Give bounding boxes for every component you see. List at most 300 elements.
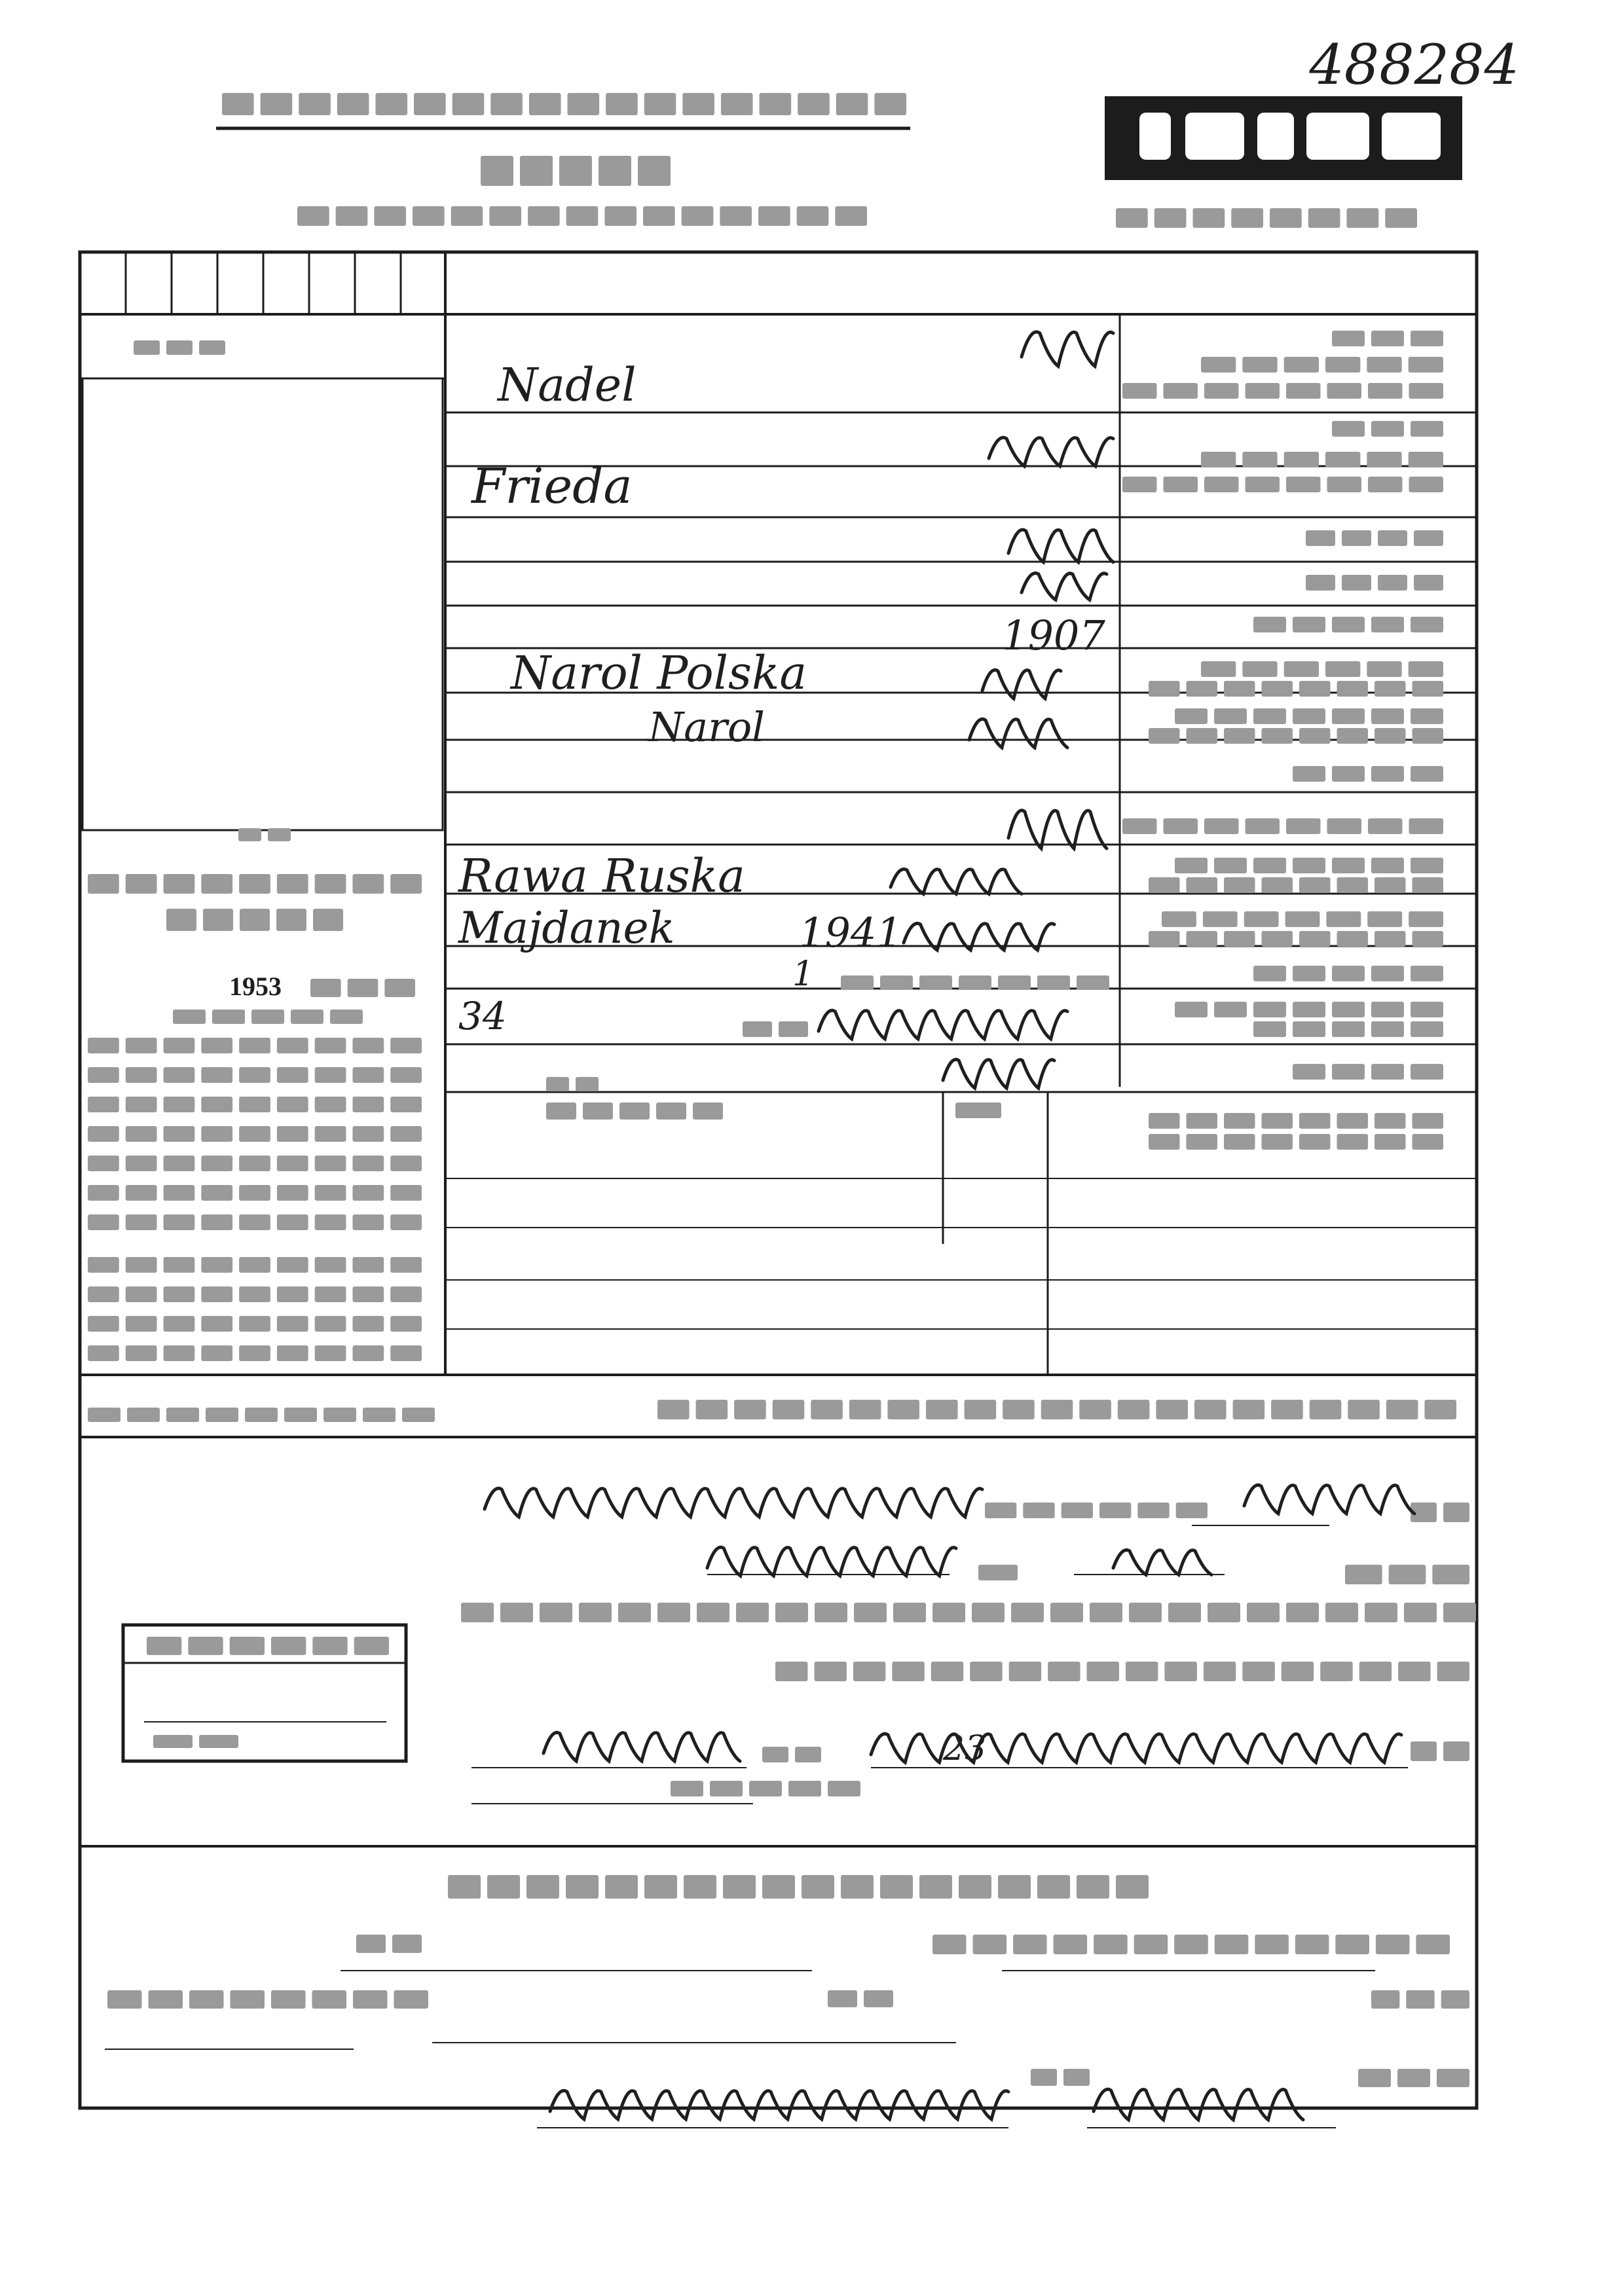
label-bottom-title [1037, 1875, 1070, 1899]
label-bottom-title [1116, 1875, 1149, 1899]
signed-date: 23 [943, 1729, 987, 1768]
label-law-text-3 [390, 1126, 422, 1142]
label-note [887, 1400, 919, 1419]
hebrew-relative-of-stroke [707, 1547, 956, 1576]
label-law-text-b2 [201, 1316, 232, 1332]
spouse-age: 34 [458, 994, 507, 1038]
label-children-count [1077, 975, 1109, 990]
label-declaration-1 [1208, 1603, 1240, 1622]
label-law-text-b2 [126, 1316, 157, 1332]
header-authority-label [644, 93, 676, 115]
label-father [1342, 530, 1371, 546]
label-age-2 [546, 1077, 569, 1091]
label-law-text-6 [164, 1214, 195, 1230]
label-declaration-2 [1204, 1662, 1236, 1681]
label-first-name-sub [1409, 477, 1444, 492]
label-prewar-status [1368, 818, 1403, 834]
birth-year: 1907 [1002, 611, 1105, 659]
label-bottom-camp-2 [1371, 1990, 1399, 2009]
label-law-text-3 [126, 1126, 157, 1142]
hebrew-signature-stroke [544, 1732, 740, 1761]
label-husband [1293, 1064, 1325, 1080]
label-father [1306, 530, 1335, 546]
label-wartime-places-sub [1412, 877, 1444, 893]
label-children-sub [1224, 1134, 1255, 1150]
label-yad-vashem [313, 909, 343, 931]
label-law-text-2 [239, 1097, 270, 1112]
label-law-text-1 [352, 1067, 384, 1083]
label-law-clause [330, 1010, 363, 1024]
label-family-name [1325, 357, 1360, 373]
label-declaration-2 [892, 1662, 924, 1681]
label-mother [1342, 575, 1371, 591]
label-bottom-title [526, 1875, 559, 1899]
label-law-text-0 [88, 1038, 119, 1053]
label-law-text-b0 [164, 1257, 195, 1273]
label-family-name-sub [1286, 383, 1321, 399]
label-wartime-places-sub [1375, 877, 1406, 893]
label-children-sub [1187, 1134, 1218, 1150]
label-declaration-1 [657, 1603, 690, 1622]
first-name-latin: Frieda [471, 458, 633, 515]
label-wartime-places [1332, 858, 1365, 873]
label-law-text-3 [315, 1126, 346, 1142]
label-bottom-camp [1376, 1935, 1410, 1954]
header-subtitle-label [413, 206, 445, 226]
label-first-name-sub [1368, 477, 1403, 492]
label-declaration-2 [853, 1662, 885, 1681]
label-law-text-b3 [315, 1345, 346, 1361]
label-age [743, 1021, 772, 1037]
label-law-text-0 [315, 1038, 346, 1053]
label-law-text-0 [239, 1038, 270, 1053]
label-spouse-sub [1371, 1021, 1404, 1037]
label-bottom-ready [149, 1990, 183, 2009]
label-death-place-sub [1224, 931, 1255, 947]
label-law-text-6 [315, 1214, 346, 1230]
label-children-count [841, 975, 874, 990]
label-bottom-ready [107, 1990, 142, 2009]
label-note [1118, 1400, 1150, 1419]
label-father [1414, 530, 1443, 546]
label-law-title [315, 874, 346, 894]
label-law-reference [363, 1408, 396, 1422]
label-family-name-sub [1327, 383, 1362, 399]
label-citizenship [354, 1637, 389, 1655]
header-authority-label [222, 93, 254, 115]
label-wartime-places [1214, 858, 1247, 873]
label-law-title [164, 874, 195, 894]
label-declaration-2 [1359, 1662, 1392, 1681]
label-first-name-sub [1204, 477, 1239, 492]
label-birthplace-sub [1187, 681, 1218, 697]
label-bottom-camp-3 [828, 1990, 857, 2007]
label-note [1003, 1400, 1035, 1419]
header-authority-label [414, 93, 446, 115]
label-law-text-0 [277, 1038, 308, 1053]
header-address-label [1193, 208, 1225, 228]
label-bottom-camp [1174, 1935, 1208, 1954]
label-note [1310, 1400, 1342, 1419]
label-law-text-6 [390, 1214, 422, 1230]
label-occupation [1332, 766, 1365, 782]
label-law-text-b0 [352, 1257, 384, 1273]
label-first-name-sub [1246, 477, 1280, 492]
label-note [696, 1400, 728, 1419]
label-declaration-1 [1168, 1603, 1201, 1622]
label-bottom-title [644, 1875, 677, 1899]
label-law-text-2 [88, 1097, 119, 1112]
label-declaration-1 [893, 1603, 926, 1622]
label-bottom-ready [394, 1990, 429, 2009]
label-mother [1306, 575, 1335, 591]
label-hebrew-2 [1371, 421, 1404, 437]
label-children [1337, 1113, 1369, 1129]
label-officer-signature [710, 1781, 743, 1796]
label-law-text-b0 [126, 1257, 157, 1273]
header-authority-label [682, 93, 714, 115]
label-law-text-b1 [164, 1286, 195, 1302]
label-residence-sub [1262, 728, 1293, 744]
label-declaration-1 [1325, 1603, 1358, 1622]
label-declaration-1 [461, 1603, 494, 1622]
label-law-reference [206, 1408, 238, 1422]
label-law-text-b2 [315, 1316, 346, 1332]
label-law-text-b3 [239, 1345, 270, 1361]
hebrew-mother-stroke [1022, 573, 1107, 600]
label-law-text-b3 [88, 1345, 119, 1361]
label-law-text-4 [239, 1156, 270, 1171]
label-spouse [1332, 1002, 1365, 1017]
label-officer-signature [828, 1781, 860, 1796]
label-children-place [619, 1102, 650, 1120]
label-spouse-sub [1293, 1021, 1325, 1037]
label-family-name-sub [1204, 383, 1239, 399]
children-count: 1 [792, 955, 815, 994]
label-first-name [1242, 452, 1277, 467]
label-law-title [201, 874, 232, 894]
label-law-text-b1 [88, 1286, 119, 1302]
label-birthplace [1242, 661, 1277, 677]
label-bottom-title [1077, 1875, 1109, 1899]
header-address-label [1231, 208, 1263, 228]
label-law-text-4 [390, 1156, 422, 1171]
label-bottom-camp [1054, 1935, 1088, 1954]
label-citizenship [147, 1637, 181, 1655]
label-declaration-1 [1404, 1603, 1437, 1622]
label-law-text-b3 [352, 1345, 384, 1361]
header-subtitle-label [566, 206, 599, 226]
header-address-label [1347, 208, 1379, 228]
label-law-text-4 [201, 1156, 232, 1171]
label-declaration-1 [932, 1603, 965, 1622]
header-title-label [638, 156, 671, 186]
label-birthplace-sub [1337, 681, 1369, 697]
label-law-text-b1 [390, 1286, 422, 1302]
hebrew-witness-address-stroke [485, 1488, 982, 1517]
label-death-place [1203, 911, 1238, 927]
label-birth-date [1332, 617, 1365, 632]
label-bottom-title [487, 1875, 520, 1899]
label-note [1271, 1400, 1303, 1419]
label-death-place-sub [1187, 931, 1218, 947]
label-residence-sub [1337, 728, 1369, 744]
label-declaration-1 [1365, 1603, 1397, 1622]
label-bottom-ghetto [392, 1935, 422, 1953]
hebrew-wartime-stroke [891, 869, 1022, 894]
label-birthplace-sub [1299, 681, 1331, 697]
label-bottom-title [919, 1875, 952, 1899]
label-declaration-2 [1398, 1662, 1430, 1681]
label-death-place-sub [1149, 931, 1180, 947]
hebrew-husband-stroke [943, 1059, 1054, 1088]
label-law-text-4 [352, 1156, 384, 1171]
label-law-text-3 [88, 1126, 119, 1142]
label-spouse [1411, 1002, 1443, 1017]
label-approval-number [166, 340, 193, 355]
label-death-place [1162, 911, 1196, 927]
label-bottom-camp [973, 1935, 1007, 1954]
label-wartime-places [1371, 858, 1404, 873]
header-authority-label [299, 93, 331, 115]
label-law-text-2 [390, 1097, 422, 1112]
label-residence-sub [1224, 728, 1255, 744]
label-bottom-title [448, 1875, 481, 1899]
label-family-status [1411, 966, 1443, 981]
label-children-place [583, 1102, 613, 1120]
header-authority-label [337, 93, 369, 115]
label-prewar-status [1246, 818, 1280, 834]
label-occupation [1371, 766, 1404, 782]
label-prewar-status [1409, 818, 1444, 834]
label-residence [1293, 708, 1325, 724]
label-declaration-1 [1286, 1603, 1319, 1622]
label-residence [1332, 708, 1365, 724]
label-declaration-1 [736, 1603, 769, 1622]
label-relation [1389, 1565, 1426, 1584]
label-death-place [1409, 911, 1443, 927]
header-authority-label [568, 93, 600, 115]
label-residence-sub [1187, 728, 1218, 744]
label-residence-sub [1299, 728, 1331, 744]
label-spouse-sub [1411, 1021, 1443, 1037]
label-declaration-1 [854, 1603, 887, 1622]
label-law-text-0 [390, 1038, 422, 1053]
label-residence-sub [1412, 728, 1444, 744]
label-declaration-2 [1437, 1662, 1469, 1681]
label-law-text-2 [277, 1097, 308, 1112]
label-bottom-title [566, 1875, 599, 1899]
label-declarant-address [1176, 1503, 1208, 1518]
label-law-text-0 [164, 1038, 195, 1053]
label-residence [1371, 708, 1404, 724]
label-bottom-camp [1255, 1935, 1289, 1954]
header-subtitle-label [451, 206, 483, 226]
label-children [1224, 1113, 1255, 1129]
label-birthplace [1284, 661, 1319, 677]
label-note [1386, 1400, 1418, 1419]
label-wartime-places-sub [1262, 877, 1293, 893]
label-declaration-2 [1282, 1662, 1314, 1681]
label-declaration-1 [500, 1603, 533, 1622]
label-law-text-1 [315, 1067, 346, 1083]
label-residence-sub [1375, 728, 1406, 744]
header-title-label [559, 156, 592, 186]
label-law-text-3 [352, 1126, 384, 1142]
label-note [1348, 1400, 1380, 1419]
label-mother [1414, 575, 1443, 591]
label-family-status [1332, 966, 1365, 981]
label-yad-vashem [203, 909, 233, 931]
label-birth-date [1253, 617, 1286, 632]
label-note [965, 1400, 997, 1419]
birthplace-latin: Narol Polska [511, 646, 807, 700]
hebrew-occupation-stroke [1008, 811, 1107, 848]
label-law-text-5 [390, 1185, 422, 1201]
label-law-text-b0 [390, 1257, 422, 1273]
label-law-text-b1 [315, 1286, 346, 1302]
label-wartime-places-sub [1149, 877, 1180, 893]
label-family-name [1409, 357, 1443, 373]
label-citizenship [271, 1637, 306, 1655]
label-law-text-b3 [126, 1345, 157, 1361]
hebrew-witness-name-stroke [1244, 1485, 1414, 1514]
label-age [779, 1021, 808, 1037]
label-prewar-status [1164, 818, 1198, 834]
label-wartime-places [1293, 858, 1325, 873]
label-citizenship-number [199, 1735, 238, 1748]
label-residence [1214, 708, 1247, 724]
label-family-name [1242, 357, 1277, 373]
header-subtitle-label [682, 206, 714, 226]
label-law-text-2 [126, 1097, 157, 1112]
label-family-status [1293, 966, 1325, 981]
label-law-text-b2 [88, 1316, 119, 1332]
label-children-place [656, 1102, 686, 1120]
label-law-text-4 [277, 1156, 308, 1171]
label-children-sub [1337, 1134, 1369, 1150]
label-hebrew-2 [1332, 421, 1365, 437]
label-bottom-title [802, 1875, 834, 1899]
label-law-reference [402, 1408, 435, 1422]
label-bottom-ghetto [356, 1935, 386, 1953]
label-signature [762, 1747, 788, 1762]
death-year: 1941 [799, 909, 902, 957]
header-title-label [599, 156, 631, 186]
label-children [1299, 1113, 1331, 1129]
header-subtitle-label [604, 206, 637, 226]
label-law-text-b1 [277, 1286, 308, 1302]
hebrew-residence-stroke [969, 719, 1067, 748]
header-authority-label [798, 93, 830, 115]
header-subtitle-label [720, 206, 752, 226]
label-children-place [546, 1102, 576, 1120]
label-yad-vashem [240, 909, 270, 931]
label-bottom-title [762, 1875, 795, 1899]
label-death-place [1244, 911, 1279, 927]
label-birthplace-sub [1375, 681, 1406, 697]
label-law-text-5 [126, 1185, 157, 1201]
label-note [811, 1400, 843, 1419]
label-law-text-b2 [164, 1316, 195, 1332]
header-address-label [1385, 208, 1417, 228]
label-children-age [955, 1102, 1001, 1118]
label-spouse [1371, 1002, 1404, 1017]
label-residence [1411, 708, 1443, 724]
label-declaration-2 [814, 1662, 846, 1681]
label-note [1424, 1400, 1456, 1419]
label-wartime-places-sub [1224, 877, 1255, 893]
label-family-status [1253, 966, 1286, 981]
label-children-count [1037, 975, 1070, 990]
label-children [1375, 1113, 1406, 1129]
label-bottom-camp [1094, 1935, 1128, 1954]
label-law-text-b3 [277, 1345, 308, 1361]
hebrew-family-name-stroke [1022, 332, 1113, 366]
label-spouse [1253, 1002, 1286, 1017]
label-birthplace-sub [1412, 681, 1444, 697]
label-law-reference [284, 1408, 317, 1422]
label-law-text-b0 [277, 1257, 308, 1273]
label-death-place-sub [1412, 931, 1444, 947]
family-name-latin: Nadel [498, 358, 637, 412]
label-declaration-1 [1129, 1603, 1162, 1622]
header-authority-label [375, 93, 407, 115]
header-authority-label [836, 93, 868, 115]
label-first-name [1201, 452, 1236, 467]
label-bottom-ready [312, 1990, 347, 2009]
label-death-place-sub [1262, 931, 1293, 947]
outer-border [80, 252, 1477, 2108]
header-title-label [520, 156, 553, 186]
label-law-text-b0 [315, 1257, 346, 1273]
label-birthplace [1325, 661, 1360, 677]
label-place-date [1411, 1741, 1437, 1761]
hebrew-birthplace-stroke [982, 670, 1061, 699]
hebrew-relation-stroke [1113, 1550, 1211, 1575]
label-law-text-b2 [352, 1316, 384, 1332]
label-father [1378, 530, 1407, 546]
label-law-clause [212, 1010, 245, 1024]
label-residence [1253, 708, 1286, 724]
label-law-text-5 [315, 1185, 346, 1201]
label-law-reference [323, 1408, 356, 1422]
label-bottom-camp [1013, 1935, 1047, 1954]
header-address-label [1308, 208, 1340, 228]
label-law-title [126, 874, 157, 894]
label-birthplace-sub [1262, 681, 1293, 697]
residence-latin: Narol [648, 703, 766, 751]
label-citizenship [188, 1637, 223, 1655]
label-law-text-6 [239, 1214, 270, 1230]
handwriting-strokes [485, 332, 1414, 2120]
label-declaration-1 [540, 1603, 572, 1622]
label-law-text-b0 [88, 1257, 119, 1273]
label-citizenship [230, 1637, 265, 1655]
label-law-text-b1 [239, 1286, 270, 1302]
label-law-text-4 [88, 1156, 119, 1171]
wartime-place-latin: Rawa Ruska [458, 849, 745, 903]
label-declaration-1 [1090, 1603, 1122, 1622]
label-children-sub [1149, 1134, 1180, 1150]
label-occupation [1293, 766, 1325, 782]
hebrew-first-name-stroke [989, 437, 1113, 466]
label-bottom-camp [1215, 1935, 1249, 1954]
label-family-name-sub [1368, 383, 1403, 399]
label-bottom-camp [1335, 1935, 1369, 1954]
label-family-status [1371, 966, 1404, 981]
label-declaration-1 [1050, 1603, 1083, 1622]
